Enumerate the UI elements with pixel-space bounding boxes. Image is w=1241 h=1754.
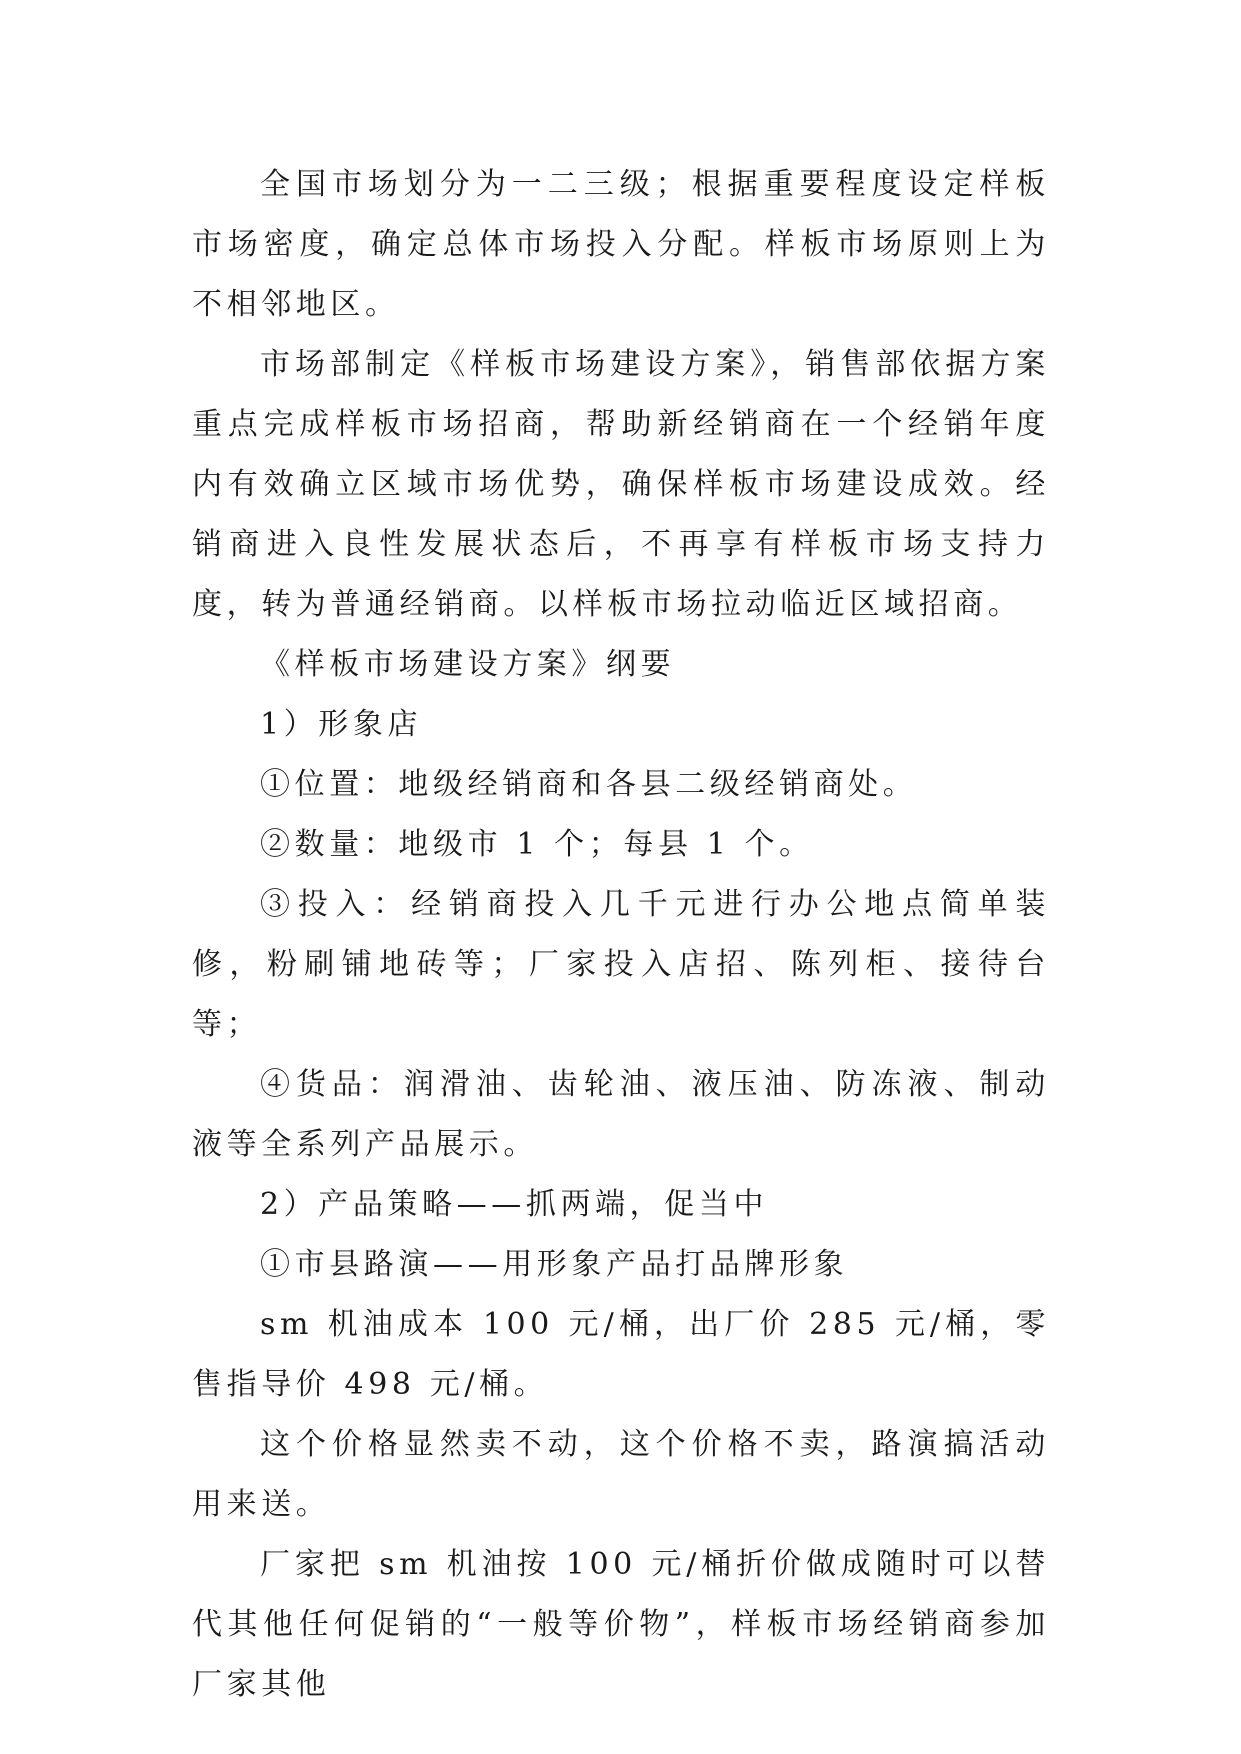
paragraph-pricing: sm 机油成本 100 元/桶，出厂价 285 元/桶，零售指导价 498 元/桶。 xyxy=(192,1307,1050,1402)
paragraph-equivalent-goods: 厂家把 sm 机油按 100 元/桶折价做成随时可以替代其他任何促销的“一般等价物”，样板市场经销商参加厂家其他 xyxy=(192,1547,1050,1702)
paragraph-product-strategy-heading: 2）产品策略——抓两端，促当中 xyxy=(260,1187,769,1222)
paragraph-roadshow-heading: ①市县路演——用形象产品打品牌形象 xyxy=(260,1247,849,1282)
paragraph-investment: ③投入：经销商投入几千元进行办公地点简单装修，粉刷铺地砖等；厂家投入店招、陈列柜、接待台等； xyxy=(192,887,1050,1042)
paragraph-model-market-plan: 市场部制定《样板市场建设方案》，销售部依据方案重点完成样板市场招商，帮助新经销商在一个经销年度内有效确立区域市场优势，确保样板市场建设成效。经销商进入良性发展状态后，不再享有样板市场支持力度，转为普通经销商。以样板市场拉动临近区域招商。 xyxy=(192,347,1050,622)
paragraph-goods: ④货品：润滑油、齿轮油、液压油、防冻液、制动液等全系列产品展示。 xyxy=(192,1067,1050,1162)
paragraph-location: ①位置：地级经销商和各县二级经销商处。 xyxy=(260,767,918,802)
paragraph-price-comment: 这个价格显然卖不动，这个价格不卖，路演搞活动用来送。 xyxy=(192,1427,1050,1522)
paragraph-market-tiers: 全国市场划分为一二三级；根据重要程度设定样板市场密度，确定总体市场投入分配。样板市场原则上为不相邻地区。 xyxy=(192,167,1050,322)
paragraph-quantity: ②数量：地级市 1 个；每县 1 个。 xyxy=(260,827,814,862)
paragraph-plan-outline-heading: 《样板市场建设方案》纲要 xyxy=(260,647,676,682)
document-body xyxy=(192,155,1050,1715)
paragraph-image-store-heading: 1）形象店 xyxy=(260,707,423,742)
